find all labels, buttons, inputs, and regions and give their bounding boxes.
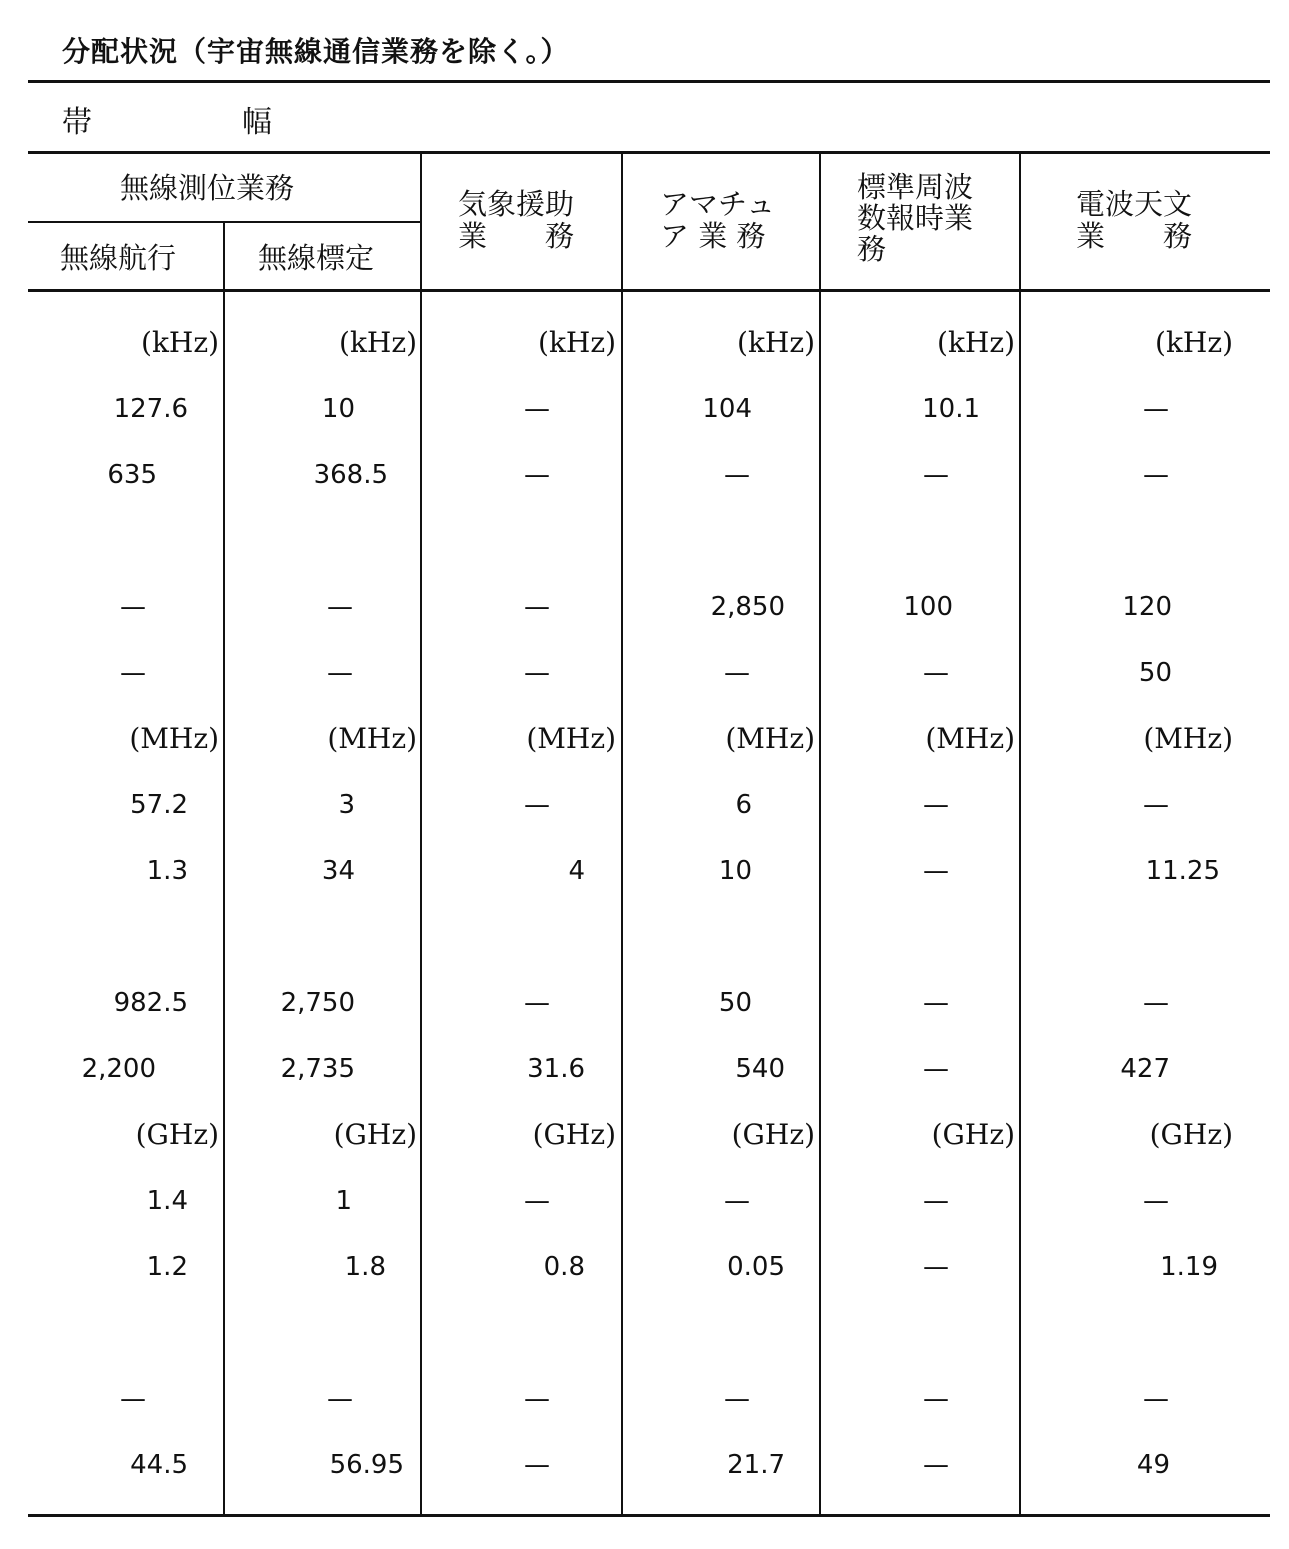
table-cell: (MHz) [526, 722, 616, 755]
header-meteorological-aids-line1: 気象援助 [458, 187, 575, 221]
rule-header-top [28, 151, 1270, 154]
header-meteorological-aids-line2: 業 務 [458, 219, 575, 253]
table-cell: — [923, 1384, 949, 1414]
band-label-2: 幅 [242, 105, 272, 140]
table-cell: (kHz) [1155, 326, 1233, 359]
table-cell: 540 [735, 1054, 785, 1084]
table-cell: — [1143, 988, 1169, 1018]
table-cell: 982.5 [113, 988, 188, 1018]
table-cell: — [524, 658, 550, 688]
table-cell: 0.8 [543, 1252, 585, 1282]
table-cell: — [1143, 790, 1169, 820]
table-cell: 2,735 [280, 1054, 355, 1084]
table-cell: — [524, 988, 550, 1018]
table-cell: — [524, 460, 550, 490]
table-cell: 1.4 [146, 1186, 188, 1216]
table-cell: (GHz) [931, 1118, 1015, 1151]
table-cell: 56.95 [329, 1450, 404, 1480]
table-cell: 0.05 [727, 1252, 785, 1282]
header-radionavigation: 無線航行 [60, 241, 177, 275]
table-cell: — [1143, 1186, 1169, 1216]
table-cell: (MHz) [1143, 722, 1233, 755]
table-cell: (kHz) [538, 326, 616, 359]
table-cell: — [1143, 460, 1169, 490]
rule-header-bottom [28, 289, 1270, 292]
table-cell: 2,200 [81, 1054, 156, 1084]
table-cell: 368.5 [313, 460, 388, 490]
col-divider-4 [819, 151, 821, 1514]
table-cell: — [923, 790, 949, 820]
table-cell: (kHz) [339, 326, 417, 359]
table-cell: 44.5 [130, 1450, 188, 1480]
table-cell: — [524, 790, 550, 820]
table-cell: — [724, 460, 750, 490]
table-cell: 427 [1120, 1054, 1170, 1084]
table-cell: (kHz) [937, 326, 1015, 359]
table-cell: 120 [1122, 592, 1172, 622]
table-cell: — [1143, 1384, 1169, 1414]
table-cell: 21.7 [727, 1450, 785, 1480]
table-cell: — [120, 1384, 146, 1414]
table-cell: — [524, 1384, 550, 1414]
table-cell: — [524, 394, 550, 424]
table-cell: — [524, 592, 550, 622]
table-cell: 49 [1136, 1450, 1170, 1480]
table-cell: 1.3 [146, 856, 188, 886]
table-cell: — [923, 856, 949, 886]
table-cell: (GHz) [1149, 1118, 1233, 1151]
table-cell: — [923, 1450, 949, 1480]
table-cell: — [923, 658, 949, 688]
table-cell: — [327, 1384, 353, 1414]
header-meteorological-aids [458, 188, 574, 252]
table-cell: (MHz) [725, 722, 815, 755]
header-amateur-line1: アマチュ [660, 187, 776, 221]
header-radiodetermination: 無線測位業務 [120, 171, 295, 205]
table-cell: (GHz) [333, 1118, 417, 1151]
table-cell: (GHz) [135, 1118, 219, 1151]
table-cell: 50 [1138, 658, 1172, 688]
table-cell: — [923, 1054, 949, 1084]
table-cell: (GHz) [731, 1118, 815, 1151]
table-cell: 1 [335, 1186, 352, 1216]
table-cell: (GHz) [532, 1118, 616, 1151]
table-cell: (kHz) [141, 326, 219, 359]
table-cell: — [724, 1384, 750, 1414]
rule-top [28, 80, 1270, 83]
table-cell: 10 [321, 394, 355, 424]
table-cell: 635 [107, 460, 157, 490]
table-cell: — [923, 1252, 949, 1282]
table-cell: 127.6 [113, 394, 188, 424]
col-divider-5 [1019, 151, 1021, 1514]
table-cell: 2,850 [710, 592, 785, 622]
table-cell: 6 [735, 790, 752, 820]
table-cell: — [724, 658, 750, 688]
table-cell: 31.6 [527, 1054, 585, 1084]
header-radiolocation: 無線標定 [258, 241, 375, 275]
band-label-1: 帯 [62, 105, 92, 140]
table-cell: 1.19 [1160, 1252, 1218, 1282]
table-cell: — [327, 592, 353, 622]
table-cell: 57.2 [130, 790, 188, 820]
table-cell: — [724, 1186, 750, 1216]
table-cell: — [120, 592, 146, 622]
table-cell: 100 [903, 592, 953, 622]
header-radio-astronomy [1076, 188, 1192, 252]
col-divider-1 [223, 221, 225, 1514]
header-amateur-line2: ア 業 務 [660, 219, 766, 253]
col-divider-2 [420, 151, 422, 1514]
band-label [62, 97, 272, 141]
header-standard-frequency-line3: 務 [857, 232, 887, 266]
table-cell: 11.25 [1145, 856, 1220, 886]
table-cell: — [1143, 394, 1169, 424]
table-cell: 10 [718, 856, 752, 886]
header-standard-frequency-line2: 数報時業 [857, 201, 974, 235]
table-cell: — [923, 460, 949, 490]
table-cell: 2,750 [280, 988, 355, 1018]
page-title: 分配状況（宇宙無線通信業務を除く。） [62, 35, 570, 68]
table-cell: (MHz) [129, 722, 219, 755]
table-cell: — [120, 658, 146, 688]
table-cell: 1.8 [344, 1252, 386, 1282]
table-cell: — [327, 658, 353, 688]
table-cell: 3 [338, 790, 355, 820]
header-radio-astronomy-line1: 電波天文 [1076, 187, 1193, 221]
col-divider-3 [621, 151, 623, 1514]
header-standard-frequency [857, 172, 973, 265]
table-cell: 50 [718, 988, 752, 1018]
header-amateur [660, 188, 775, 252]
table-cell: 4 [568, 856, 585, 886]
table-cell: — [524, 1186, 550, 1216]
table-cell: — [923, 988, 949, 1018]
header-radio-astronomy-line2: 業 務 [1076, 219, 1193, 253]
table-cell: 10.1 [922, 394, 980, 424]
table-cell: — [923, 1186, 949, 1216]
table-cell: (kHz) [737, 326, 815, 359]
table-cell: 34 [321, 856, 355, 886]
rule-bottom [28, 1514, 1270, 1517]
table-cell: — [524, 1450, 550, 1480]
table-cell: (MHz) [327, 722, 417, 755]
table-cell: (MHz) [925, 722, 1015, 755]
header-standard-frequency-line1: 標準周波 [857, 170, 974, 204]
table-cell: 1.2 [146, 1252, 188, 1282]
table-cell: 104 [702, 394, 752, 424]
